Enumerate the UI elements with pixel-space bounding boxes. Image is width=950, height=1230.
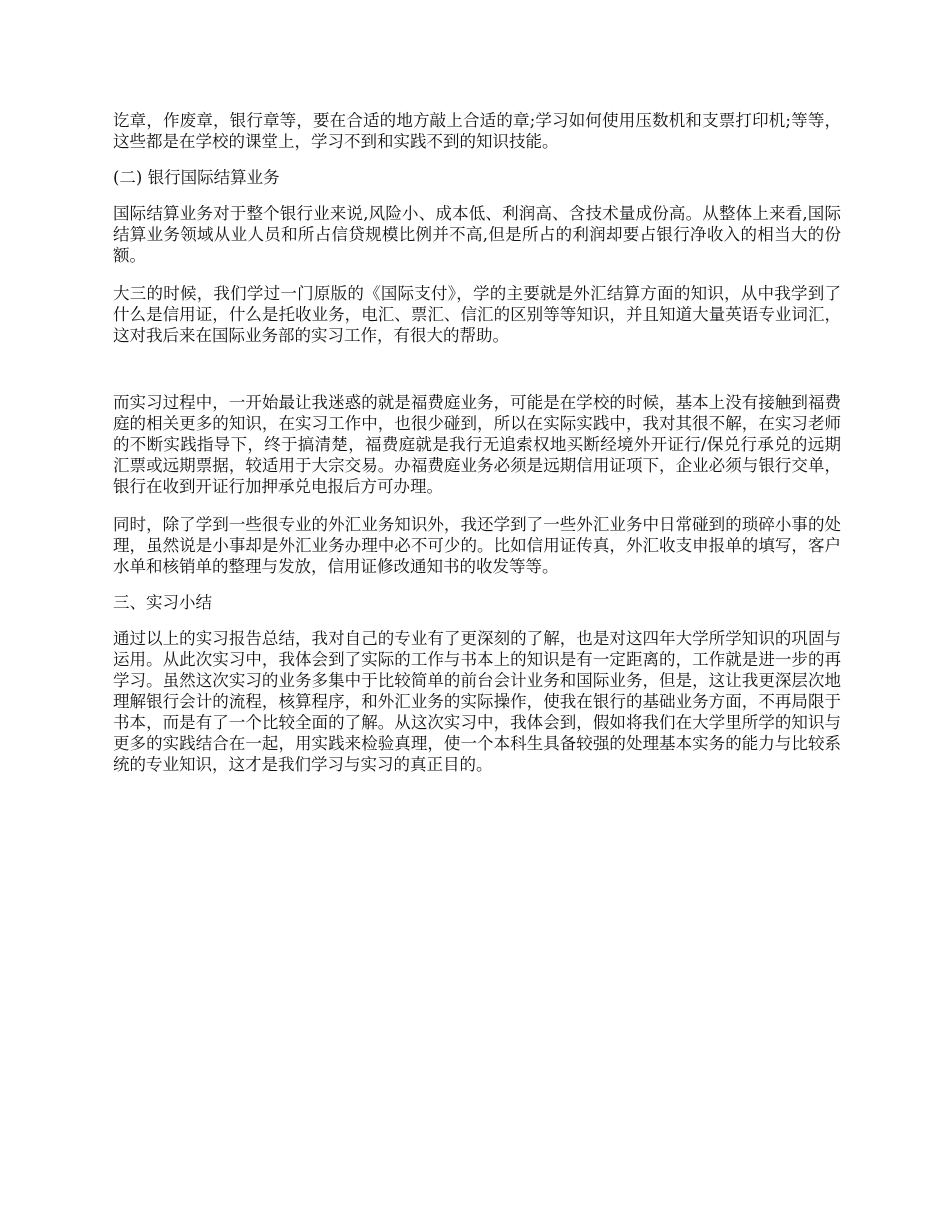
paragraph-international-payment-course: 大三的时候，我们学过一门原版的《国际支付》，学的主要就是外汇结算方面的知识，从中我学到了什么是信用证，什么是托收业务，电汇、票汇、信汇的区别等等知识，并且知道大量英语专业词汇，这对我后来在国际业务部的实习工作，有很大的帮助。 (113, 284, 841, 345)
section-heading-summary: 三、实习小结 (113, 593, 212, 612)
paragraph-seal-practice: 讫章，作废章，银行章等，要在合适的地方敲上合适的章;学习如何使用压数机和支票打印机;等等，这些都是在学校的课堂上，学习不到和实践不到的知识技能。 (113, 111, 841, 151)
section-heading-international-settlement: (二) 银行国际结算业务 (113, 168, 280, 187)
paragraph-daily-tasks: 同时，除了学到一些很专业的外汇业务知识外，我还学到了一些外汇业务中日常碰到的琐碎小事的处理，虽然说是小事却是外汇业务办理中必不可少的。比如信用证传真，外汇收支申报单的填写，客户水单和核销单的整理与发放，信用证修改通知书的收发等等。 (113, 515, 841, 576)
paragraph-forfaiting: 而实习过程中，一开始最让我迷惑的就是福费庭业务，可能是在学校的时候，基本上没有接触到福费庭的相关更多的知识，在实习工作中，也很少碰到，所以在实际实践中，我对其很不解，在实习老师的不断实践指导下，终于搞清楚，福费庭就是我行无追索权地买断经境外开证行/保兑行承兑的远期汇票或远期票据，较适用于大宗交易。办福费庭业务必须是远期信用证项下，企业必须与银行交单，银行在收到开证行加押承兑电报后方可办理。 (113, 393, 841, 496)
paragraph-settlement-overview: 国际结算业务对于整个银行业来说,风险小、成本低、利润高、含技术量成份高。从整体上来看,国际结算业务领域从业人员和所占信贷规模比例并不高,但是所占的利润却要占银行净收入的相当大的份额。 (113, 204, 841, 265)
paragraph-summary: 通过以上的实习报告总结，我对自己的专业有了更深刻的了解，也是对这四年大学所学知识的巩固与运用。从此次实习中，我体会到了实际的工作与书本上的知识是有一定距离的，工作就是进一步的再学习。虽然这次实习的业务多集中于比较简单的前台会计业务和国际业务，但是，这让我更深层次地理解银行会计的流程，核算程序，和外汇业务的实际操作，使我在银行的基础业务方面，不再局限于书本，而是有了一个比较全面的了解。从这次实习中，我体会到，假如将我们在大学里所学的知识与更多的实践结合在一起，用实践来检验真理，使一个本科生具备较强的处理基本实务的能力与比较系统的专业知识，这才是我们学习与实习的真正目的。 (113, 629, 841, 774)
document-page (113, 110, 841, 775)
